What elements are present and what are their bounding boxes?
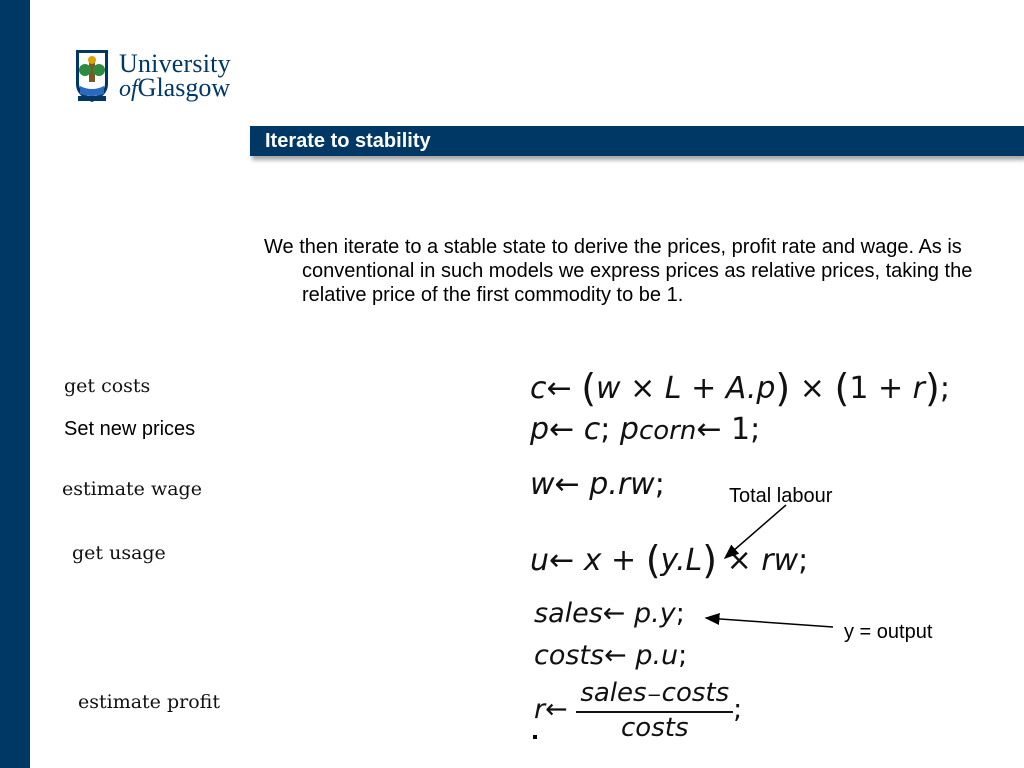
equation-usage: u← x + (y.L) × rw; — [530, 538, 809, 582]
annotation-y-output: y = output — [844, 621, 933, 643]
equation-prices: p← c; pcorn← 1; — [530, 412, 761, 447]
label-set-new-prices: Set new prices — [64, 418, 196, 440]
equation-sales: sales← p.y; — [534, 598, 685, 629]
equation-wage: w← p.rw; — [530, 467, 665, 502]
logo-university-text: University — [119, 48, 231, 78]
total-labour-arrow — [725, 505, 786, 558]
y-output-arrow — [706, 618, 833, 627]
logo-of-text: of — [119, 75, 138, 102]
label-estimate-wage: estimate wage — [62, 478, 202, 500]
logo-glasgow-text: Glasgow — [137, 72, 231, 102]
annotation-total-labour: Total labour — [729, 485, 833, 507]
label-get-costs: get costs — [64, 375, 151, 397]
equation-costs: c← (w × L + A.p) × (1 + r); — [530, 366, 950, 410]
slide-title: Iterate to stability — [265, 130, 431, 152]
equation-costs-usage: costs← p.u; — [534, 640, 688, 671]
label-get-usage: get usage — [72, 542, 166, 564]
profit-fraction: $\frac{\text{sales−costs}}{\text{costs}}$ — [576, 678, 733, 743]
intro-text: We then iterate to a stable state to derive the prices, profit rate and wage. As is conventional in such models we express prices as relative prices, taking the relative price of the first commodity to be 1. — [264, 236, 973, 306]
label-estimate-profit: estimate profit — [78, 691, 220, 713]
equation-profit: r← $\frac{\text{sales−costs}}{\text{costs}}$ ; — [534, 678, 743, 743]
